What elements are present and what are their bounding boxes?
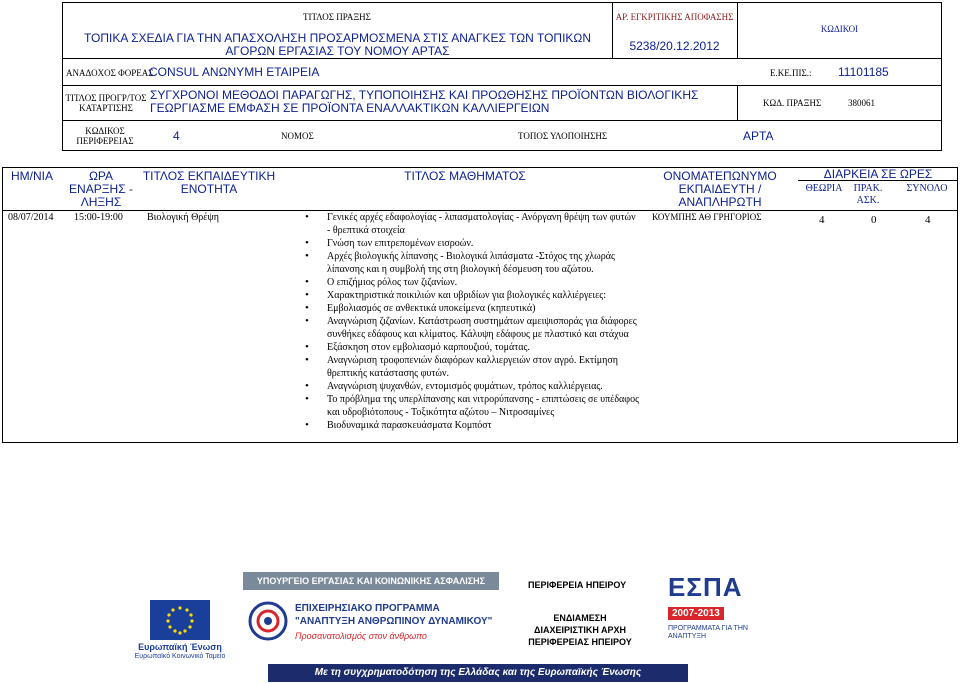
- ministry-banner: [243, 572, 499, 590]
- action-code-label: ΚΩΔ. ΠΡΑΞΗΣ: [763, 98, 822, 108]
- program-line3: Προσανατολισμός στον άνθρωπο: [295, 631, 427, 641]
- decision-value: 5238/20.12.2012: [629, 39, 720, 53]
- col-practice-header: ΠΡΑΚ. ΑΣΚ.: [853, 183, 883, 206]
- region-code-label: ΚΩΔΙΚΟΣ ΠΕΡΙΦΕΡΕΙΑΣ: [76, 126, 134, 146]
- codes-label: ΚΩΔΙΚΟΙ: [820, 24, 859, 34]
- venue-label: ΤΟΠΟΣ ΥΛΟΠΟΙΗΣΗΣ: [518, 131, 608, 141]
- title-text: ΤΟΠΙΚΑ ΣΧΕΔΙΑ ΓΙΑ ΤΗΝ ΑΠΑΣΧΟΛΗΣΗ ΠΡΟΣΑΡΜΟΣΜΕΝΑ ΣΤΙΣ ΑΝΑΓΚΕΣ ΤΩΝ ΤΟΠΙΚΩΝ ΑΓΟΡΩΝ ΕΡΓΑΣΙΑΣ ΤΟΥ ΝΟΜΟΥ ΑΡΤΑΣ: [83, 31, 592, 58]
- row-trainer: ΚΟΥΜΠΗΣ ΑΘ ΓΡΗΓΟΡΙΟΣ: [652, 212, 762, 222]
- title-label: ΤΙΤΛΟΣ ΠΡΑΞΗΣ: [303, 12, 371, 22]
- row-total: 4: [925, 214, 931, 226]
- eu-label: Ευρωπαϊκή Ένωση: [138, 642, 222, 652]
- row-time: 15:00-19:00: [74, 212, 123, 223]
- topic-item: • Εξάσκηση στον εμβολιασμό καρπουζιού, τομάτας.: [305, 341, 640, 354]
- col-course-header: ΤΙΤΛΟΣ ΜΑΘΗΜΑΤΟΣ: [404, 169, 526, 183]
- program-value: ΣΥΓΧΡΟΝΟΙ ΜΕΘΟΔΟΙ ΠΑΡΑΓΩΓΗΣ, ΤΥΠΟΠΟΙΗΣΗΣ ΚΑΙ ΠΡΟΩΘΗΣΗΣ ΠΡΟΪΟΝΤΩΝ ΒΙΟΛΟΓΙΚΗΣ ΓΕΩΡΓΙΑΣΜΕ ΕΜΦΑΣΗ ΣΕ ΠΡΟΪΟΝΤΑ ΕΝΑΛΛΑΚΤΙΚΩΝ ΚΑΛΛΙΕΡΓΕΙΩΝ: [150, 88, 699, 115]
- intermediate-authority: [520, 612, 640, 648]
- intermediate-line3: ΠΕΡΙΦΕΡΕΙΑΣ ΗΠΕΙΡΟΥ: [528, 637, 632, 647]
- espa-sub: ΠΡΟΓΡΑΜΜΑΤΑ ΓΙΑ ΤΗΝ ΑΝΑΠΤΥΞΗ: [668, 625, 748, 640]
- topic-item: • Αναγνώριση ψυχανθών, εντομισμός φυμάτιων, τρόπος καλλιέργειας.: [305, 380, 640, 393]
- topic-item: • Το πρόβλημα της υπερλίπανσης και νιτρορύπανσης - επιπτώσεις σε υπέδαφος και υδροβιότοπους - Τοξικότητα αζώτου – Νιτροσαμίνες: [305, 393, 640, 419]
- col-time-header: ΩΡΑ ΕΝΑΡΞΗΣ - ΛΗΞΗΣ: [69, 169, 133, 209]
- col-total-header: ΣΥΝΟΛΟ: [906, 183, 948, 194]
- cofund-text: Με τη συγχρηματοδότηση της Ελλάδας και της Ευρωπαϊκής Ένωσης: [314, 667, 642, 678]
- col-date-header: ΗΜ/ΝΙΑ: [11, 169, 53, 183]
- ekep-label: Ε.ΚΕ.ΠΙΣ.:: [770, 68, 812, 78]
- program-line1: ΕΠΙΧΕΙΡΗΣΙΑΚΟ ΠΡΟΓΡΑΜΜΑ: [295, 603, 440, 614]
- eu-flag-icon: [150, 600, 210, 640]
- row-unit: Βιολογική Θρέψη: [147, 212, 219, 223]
- program-line2: "ΑΝΑΠΤΥΞΗ ΑΝΘΡΩΠΙΝΟΥ ΔΥΝΑΜΙΚΟΥ": [295, 616, 493, 627]
- row-practice: 0: [871, 214, 877, 226]
- eu-fund: Ευρωπαϊκό Κοινωνικό Ταμείο: [134, 653, 226, 660]
- program-label: ΤΙΤΛΟΣ ΠΡΟΓΡ/ΤΟΣ ΚΑΤΑΡΤΙΣΗΣ: [65, 93, 147, 113]
- col-theory-header: ΘΕΩΡΙΑ: [805, 183, 843, 194]
- topic-item: • Εμβολιασμός σε ανθεκτικά υποκείμενα (κηπευτικά): [305, 302, 640, 315]
- topic-item: • Ο επιζήμιος ρόλος των ζιζανίων.: [305, 276, 640, 289]
- region-text: ΠΕΡΙΦΕΡΕΙΑ ΗΠΕΙΡΟΥ: [528, 580, 627, 590]
- espa-title: ΕΣΠΑ: [668, 572, 743, 602]
- region-code-value: 4: [173, 129, 180, 143]
- espa-years: 2007-2013: [668, 607, 724, 620]
- program-logo-icon: [248, 596, 288, 646]
- topic-item: • Αναγνώριση ζιζανίων. Κατάστρωση συστημάτων αμειψισποράς για διάφορες συνθήκες εδάφους και κλίματος. Κάλυψη εδάφους με πλαστικό και στάχυα: [305, 315, 640, 341]
- cofund-bar: [268, 664, 688, 682]
- topic-item: • Βιοδυναμικά παρασκευάσματα Κομπόστ: [305, 419, 640, 432]
- intermediate-line2: ΔΙΑΧΕΙΡΙΣΤΙΚΗ ΑΡΧΗ: [533, 625, 627, 635]
- venue-value: ΑΡΤΑ: [743, 129, 774, 143]
- topic-item: • Γενικές αρχές εδαφολογίας - λιπασματολογίας - Ανόργανη θρέψη των φυτών - θρεπτικά στοιχεία: [305, 211, 640, 237]
- intermediate-line1: ΕΝΔΙΑΜΕΣΗ: [553, 613, 607, 623]
- topic-item: • Αναγνώριση τροφοπενιών διαφόρων καλλιεργειών στον αγρό. Εκτίμηση θρεπτικής κατάστασης φυτών.: [305, 354, 640, 380]
- col-unit-header: ΤΙΤΛΟΣ ΕΚΠΑΙΔΕΥΤΙΚΗ ΕΝΟΤΗΤΑ: [142, 169, 276, 196]
- col-trainer-header: ΟΝΟΜΑΤΕΠΩΝΥΜΟ ΕΚΠΑΙΔΕΥΤΗ / ΑΝΑΠΛΗΡΩΤΗ: [663, 169, 777, 209]
- topic-item: • Γνώση των επιτρεπομένων εισροών.: [305, 237, 640, 250]
- action-code-value: 380061: [848, 98, 875, 108]
- topics-list: [305, 211, 640, 432]
- carrier-label: ΑΝΑΔΟΧΟΣ ΦΟΡΕΑΣ: [66, 68, 154, 78]
- decision-label: ΑΡ. ΕΓΚΡΙΤΙΚΗΣ ΑΠΟΦΑΣΗΣ: [615, 12, 734, 22]
- topic-item: • Χαρακτηριστικά ποικιλιών και υβριδίων για βιολογικές καλλιέργειες:: [305, 289, 640, 302]
- row-theory: 4: [819, 214, 825, 226]
- col-duration-header: ΔΙΑΡΚΕΙΑ ΣΕ ΩΡΕΣ: [823, 167, 933, 181]
- carrier-value: CONSUL ΑΝΩΝΥΜΗ ΕΤΑΙΡΕΙΑ: [149, 65, 320, 79]
- ekep-value: 11101185: [838, 65, 889, 79]
- espa-logo: [668, 572, 768, 662]
- row-date: 08/07/2014: [8, 212, 54, 223]
- ministry-text: ΥΠΟΥΡΓΕΙΟ ΕΡΓΑΣΙΑΣ ΚΑΙ ΚΟΙΝΩΝΙΚΗΣ ΑΣΦΑΛΙΣΗΣ: [256, 576, 486, 586]
- prefecture-label: ΝΟΜΟΣ: [281, 131, 314, 141]
- topic-item: • Αρχές βιολογικής λίπανσης - Βιολογικά λιπάσματα -Στόχος της χλωράς λίπανσης και η συμβολή της στη βιολογική δέσμευση του αζώτου.: [305, 250, 640, 276]
